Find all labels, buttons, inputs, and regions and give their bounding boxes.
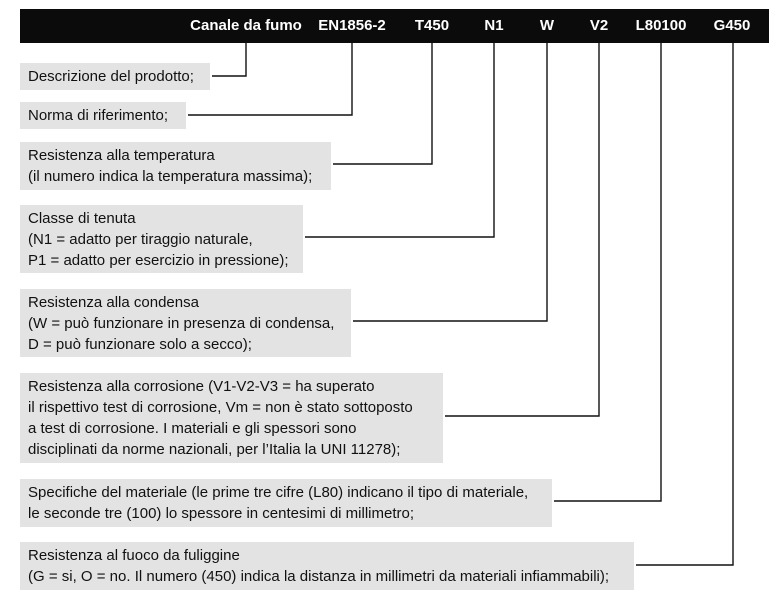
code-tightness: N1 — [484, 17, 504, 34]
desc-line: il rispettivo test di corrosione, Vm = non è stato sottoposto — [28, 399, 413, 416]
code-temperature: T450 — [414, 17, 450, 34]
desc-line: P1 = adatto per esercizio in pressione); — [28, 252, 289, 269]
desc-line: Resistenza alla corrosione (V1-V2-V3 = ha superato — [28, 378, 375, 395]
leader-line-tightness — [305, 43, 494, 237]
leader-line-corrosion — [445, 43, 599, 416]
desc-line: disciplinati da norme nazionali, per l’Italia la UNI 11278); — [28, 441, 401, 458]
desc-line: (il numero indica la temperatura massima); — [28, 168, 313, 185]
desc-line: Resistenza al fuoco da fuliggine — [28, 547, 240, 564]
desc-line: (G = si, O = no. Il numero (450) indica la distanza in millimetri da materiali infiammabili); — [28, 568, 610, 585]
desc-line: le seconde tre (100) lo spessore in centesimi di millimetro; — [28, 505, 414, 522]
code-soot-fire: G450 — [713, 17, 751, 34]
desc-line: a test di corrosione. I materiali e gli spessori sono — [28, 420, 357, 437]
desc-line: Resistenza alla temperatura — [28, 147, 215, 164]
leader-line-standard — [188, 43, 352, 115]
desc-line: Resistenza alla condensa — [28, 294, 199, 311]
leader-line-condensate — [353, 43, 547, 321]
desc-line: D = può funzionare solo a secco); — [28, 336, 252, 353]
desc-line: Norma di riferimento; — [28, 107, 169, 124]
leader-line-soot-fire — [636, 43, 733, 565]
desc-line: Classe di tenuta — [28, 210, 136, 227]
desc-line: (N1 = adatto per tiraggio naturale, — [28, 231, 253, 248]
leader-line-temperature — [333, 43, 432, 164]
desc-line: (W = può funzionare in presenza di condensa, — [28, 315, 335, 332]
code-product: Canale da fumo — [190, 17, 302, 34]
desc-line: Specifiche del materiale (le prime tre cifre (L80) indicano il tipo di materiale, — [28, 484, 529, 501]
desc-line: Descrizione del prodotto; — [28, 68, 194, 85]
code-condensate: W — [539, 17, 555, 34]
code-material: L80100 — [635, 17, 687, 34]
leader-line-material — [554, 43, 661, 501]
code-corrosion: V2 — [589, 17, 609, 34]
leader-line-product — [212, 43, 246, 76]
code-standard: EN1856-2 — [318, 17, 386, 34]
